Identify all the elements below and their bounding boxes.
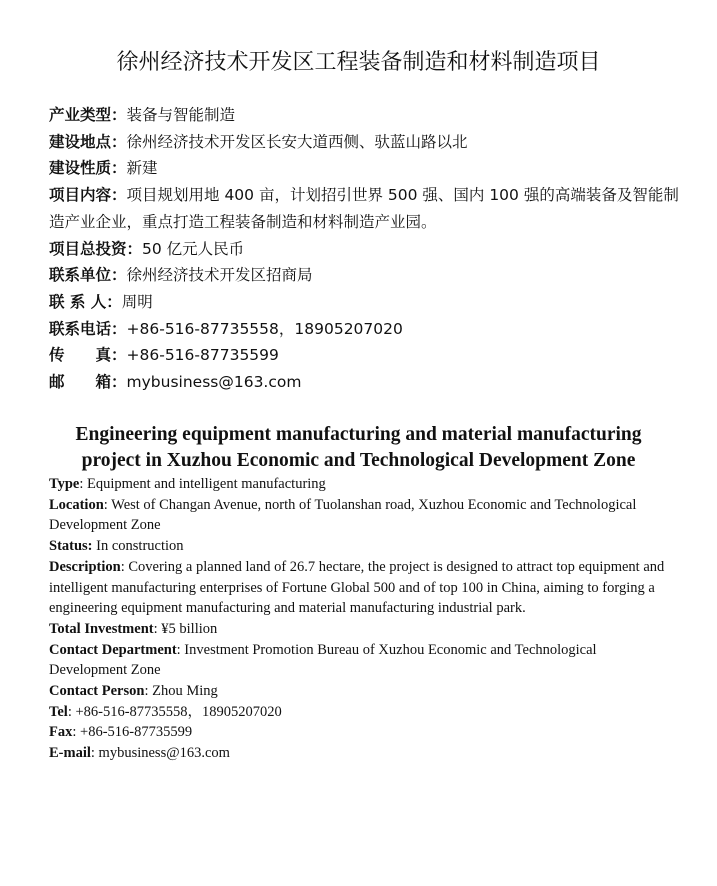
en-type-row xyxy=(49,474,669,495)
cn-investment-row xyxy=(49,236,689,263)
cn-industry-type-value: 装备与智能制造 xyxy=(126,106,236,124)
chinese-title: 徐州经济技术开发区工程装备制造和材料制造项目 xyxy=(116,50,601,75)
cn-fax-row xyxy=(49,342,689,369)
cn-status-value: 新建 xyxy=(126,159,158,178)
cn-investment-label: 项目总投资： xyxy=(49,239,143,258)
en-location-label: Location xyxy=(49,496,104,513)
cn-phone-value: +86-516-87735558，18905207020 xyxy=(126,319,403,338)
cn-contact-unit-value: 徐州经济技术开发区招商局 xyxy=(126,266,313,285)
en-description-label: Description xyxy=(49,558,121,575)
cn-content-value: 项目规划用地 400 亩，计划招引世界 500 强、国内 100 强的高端装备及智能制造产业企业，重点打造工程装备制造和材料制造产业园。 xyxy=(49,186,679,231)
en-description-value: : Covering a planned land of 26.7 hectare, the project is designed to attract top equipment and intelligent manufacturing enterprises of Fortune Global 500 and of top 100 in China, aiming to forging a engineering equipment manufacturing and material manufacturing industrial park. xyxy=(49,558,665,617)
en-person-label: Contact Person xyxy=(49,683,145,700)
cn-contact-unit-row xyxy=(49,262,689,289)
en-person-value: : Zhou Ming xyxy=(144,683,218,700)
en-department-row xyxy=(49,640,669,681)
cn-location-value: 徐州经济技术开发区长安大道西侧、驮蓝山路以北 xyxy=(126,132,468,151)
en-email-value: : mybusiness@163.com xyxy=(90,745,230,762)
cn-status-label: 建设性质： xyxy=(49,159,127,178)
en-investment-label: Total Investment xyxy=(49,620,154,637)
cn-industry-type-row xyxy=(49,102,689,129)
cn-email-label: 邮 箱： xyxy=(49,373,127,392)
en-tel-value: : +86-516-87735558，18905207020 xyxy=(67,703,282,720)
cn-phone-label: 联系电话： xyxy=(49,319,127,338)
cn-content-row xyxy=(49,182,689,235)
cn-investment-value: 50 亿元人民币 xyxy=(142,239,245,258)
cn-phone-row xyxy=(49,316,689,343)
cn-location-label: 建设地点： xyxy=(49,132,127,151)
en-type-value: : Equipment and intelligent manufacturing xyxy=(79,476,326,492)
english-title-line-1: Engineering equipment manufacturing and material manufacturing xyxy=(75,424,642,445)
cn-fax-value: +86-516-87735599 xyxy=(126,346,279,365)
en-status-value: In construction xyxy=(92,538,184,555)
en-fax-row xyxy=(49,722,669,743)
cn-email-row xyxy=(49,369,689,396)
en-person-row xyxy=(49,681,669,702)
cn-contact-person-row xyxy=(49,289,689,316)
cn-contact-unit-label: 联系单位： xyxy=(49,266,127,285)
cn-contact-person-value: 周明 xyxy=(121,292,153,311)
cn-industry-type-label: 产业类型： xyxy=(49,106,127,124)
en-status-row xyxy=(49,536,669,557)
cn-location-row xyxy=(49,129,689,156)
en-email-row xyxy=(49,743,669,764)
en-investment-row xyxy=(49,619,669,640)
en-department-label: Contact Department xyxy=(49,641,177,658)
en-status-label: Status: xyxy=(49,538,93,555)
cn-contact-person-label: 联 系 人： xyxy=(49,292,122,311)
en-investment-value: : ¥5 billion xyxy=(153,620,218,637)
en-email-label: E-mail xyxy=(49,745,91,762)
en-fax-value: : +86-516-87735599 xyxy=(72,724,193,741)
english-title xyxy=(0,422,717,474)
en-description-row xyxy=(49,557,669,619)
cn-status-row xyxy=(49,155,689,182)
en-location-value: : West of Changan Avenue, north of Tuolanshan road, Xuzhou Economic and Technological Development Zone xyxy=(49,496,637,534)
en-tel-row xyxy=(49,702,669,723)
en-fax-label: Fax xyxy=(49,724,73,741)
english-details xyxy=(49,474,669,764)
cn-content-label: 项目内容： xyxy=(49,186,127,205)
english-title-line-2: project in Xuzhou Economic and Technological Development Zone xyxy=(81,450,636,471)
en-tel-label: Tel xyxy=(49,703,68,720)
en-type-label: Type xyxy=(49,476,80,492)
cn-email-value: mybusiness@163.com xyxy=(126,373,302,392)
en-department-value: : Investment Promotion Bureau of Xuzhou Economic and Technological Development Zone xyxy=(49,641,597,679)
en-location-row xyxy=(49,495,669,536)
cn-fax-label: 传 真： xyxy=(49,346,127,365)
chinese-details xyxy=(49,102,689,396)
